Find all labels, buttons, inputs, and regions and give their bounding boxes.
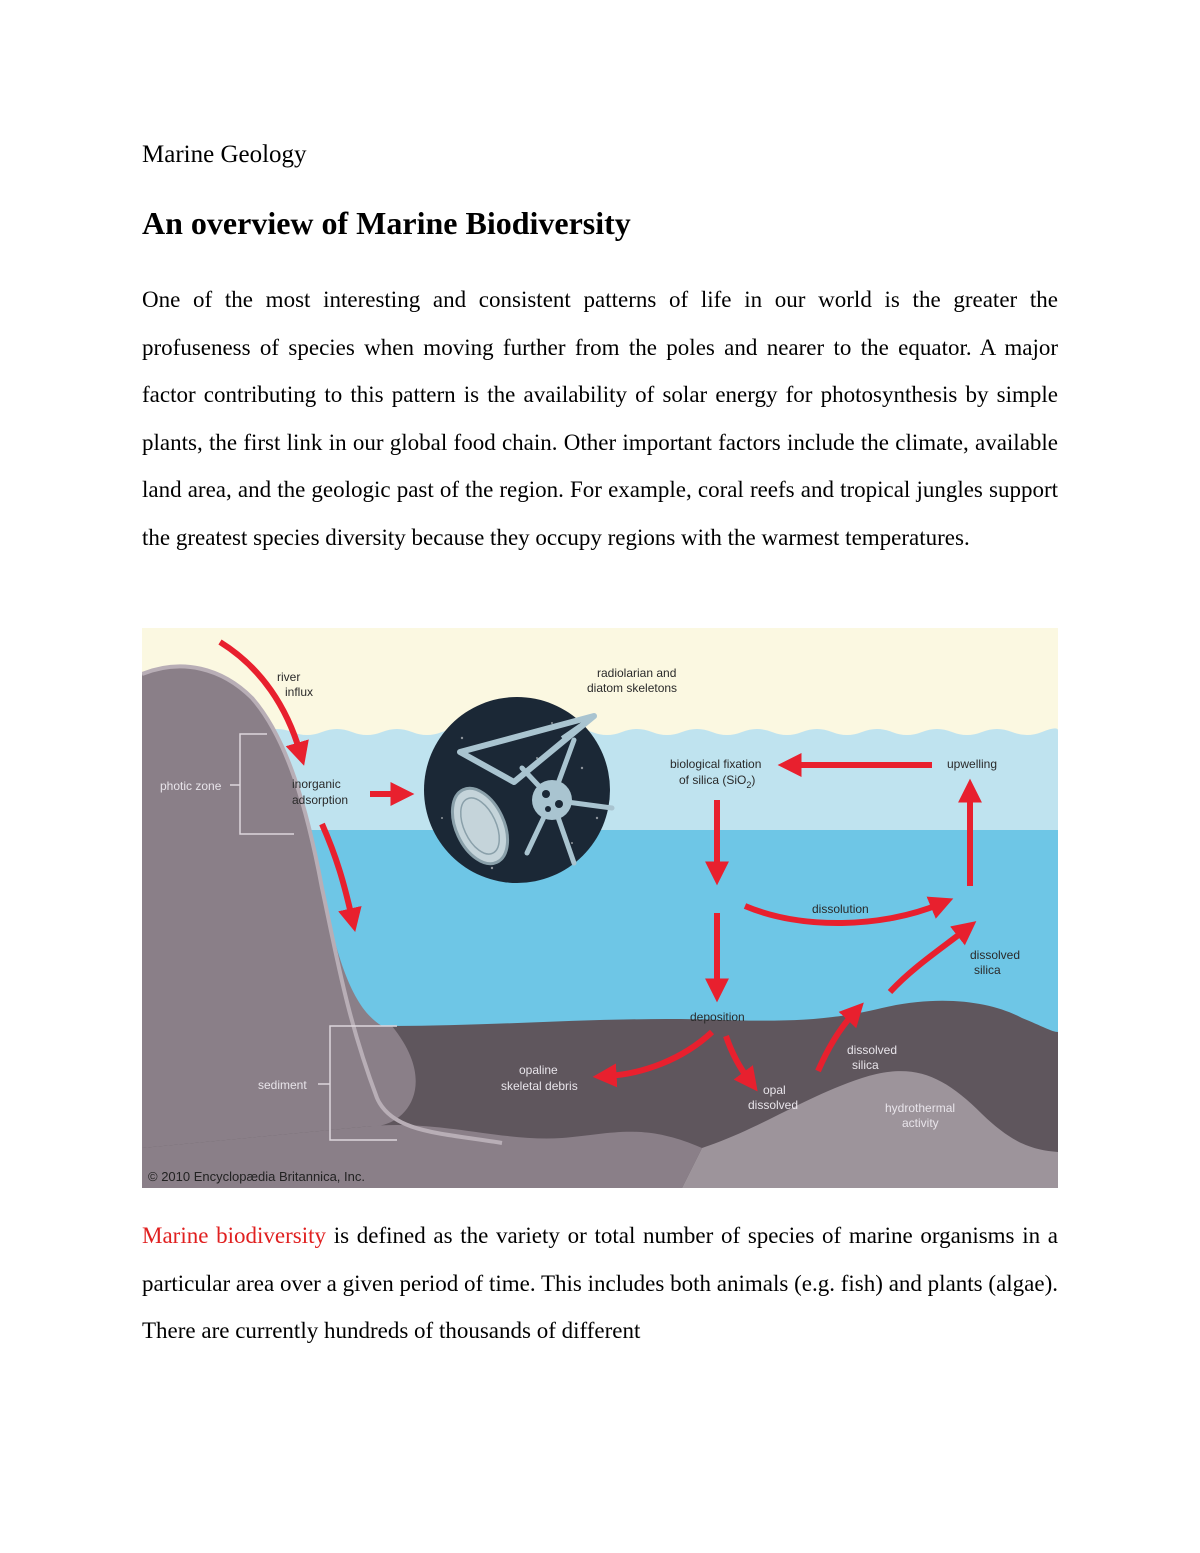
label-activity: activity <box>902 1116 939 1130</box>
label-adsorption: adsorption <box>292 793 349 807</box>
label-inorganic: inorganic <box>292 777 341 791</box>
label-sediment: sediment <box>258 1078 307 1092</box>
label-dissolved-silica2-b: silica <box>852 1058 879 1072</box>
label-dissolved-silica-a: dissolved <box>970 948 1021 962</box>
intro-paragraph: One of the most interesting and consistent patterns of life in our world is the greater the profuseness of species when moving further from the poles and nearer to the equator. A major factor contributing to this pattern is the availability of solar energy for photosynthesis by simple plants, the first link in our global food chain. Other important factors include the climate, available land area, and the geologic past of the region. For example, coral reefs and tropical jungles support the greatest species diversity because they occupy regions with the warmest temperatures. <box>142 287 1058 550</box>
label-influx: influx <box>285 685 314 699</box>
label-bio-fixation: biological fixation <box>670 757 762 771</box>
figure-copyright: © 2010 Encyclopædia Britannica, Inc. <box>148 1169 365 1184</box>
label-opal: opal <box>763 1083 786 1097</box>
label-diatom: diatom skeletons <box>587 681 678 695</box>
label-upwelling: upwelling <box>947 757 998 771</box>
highlighted-term: Marine biodiversity <box>142 1223 326 1248</box>
silica-cycle-diagram <box>142 628 1058 1188</box>
label-river: river <box>277 670 301 684</box>
definition-text: is defined as the variety or total number of species of marine organisms in a particular area over a given period of time. This includes both animals (e.g. fish) and plants (algae). There are currently hundreds of thousands of different <box>142 1223 1059 1343</box>
label-deposition: deposition <box>690 1010 745 1024</box>
course-title: Marine Geology <box>142 141 307 168</box>
label-dissolved: dissolved <box>748 1098 799 1112</box>
page-title: An overview of Marine Biodiversity <box>142 205 631 241</box>
label-dissolved-silica-b: silica <box>974 963 1001 977</box>
label-photic-zone: photic zone <box>160 779 222 793</box>
definition-paragraph <box>142 1212 1058 1355</box>
label-dissolution: dissolution <box>812 902 869 916</box>
label-opaline: opaline <box>519 1063 558 1077</box>
label-of-silica: of silica (SiO$_2$) <box>679 773 756 790</box>
label-hydrothermal: hydrothermal <box>885 1101 956 1115</box>
label-dissolved-silica2-a: dissolved <box>847 1043 898 1057</box>
label-radiolarian: radiolarian and <box>597 666 677 680</box>
silica-cycle-figure <box>142 628 1058 1188</box>
label-skeletal-debris: skeletal debris <box>501 1079 578 1093</box>
